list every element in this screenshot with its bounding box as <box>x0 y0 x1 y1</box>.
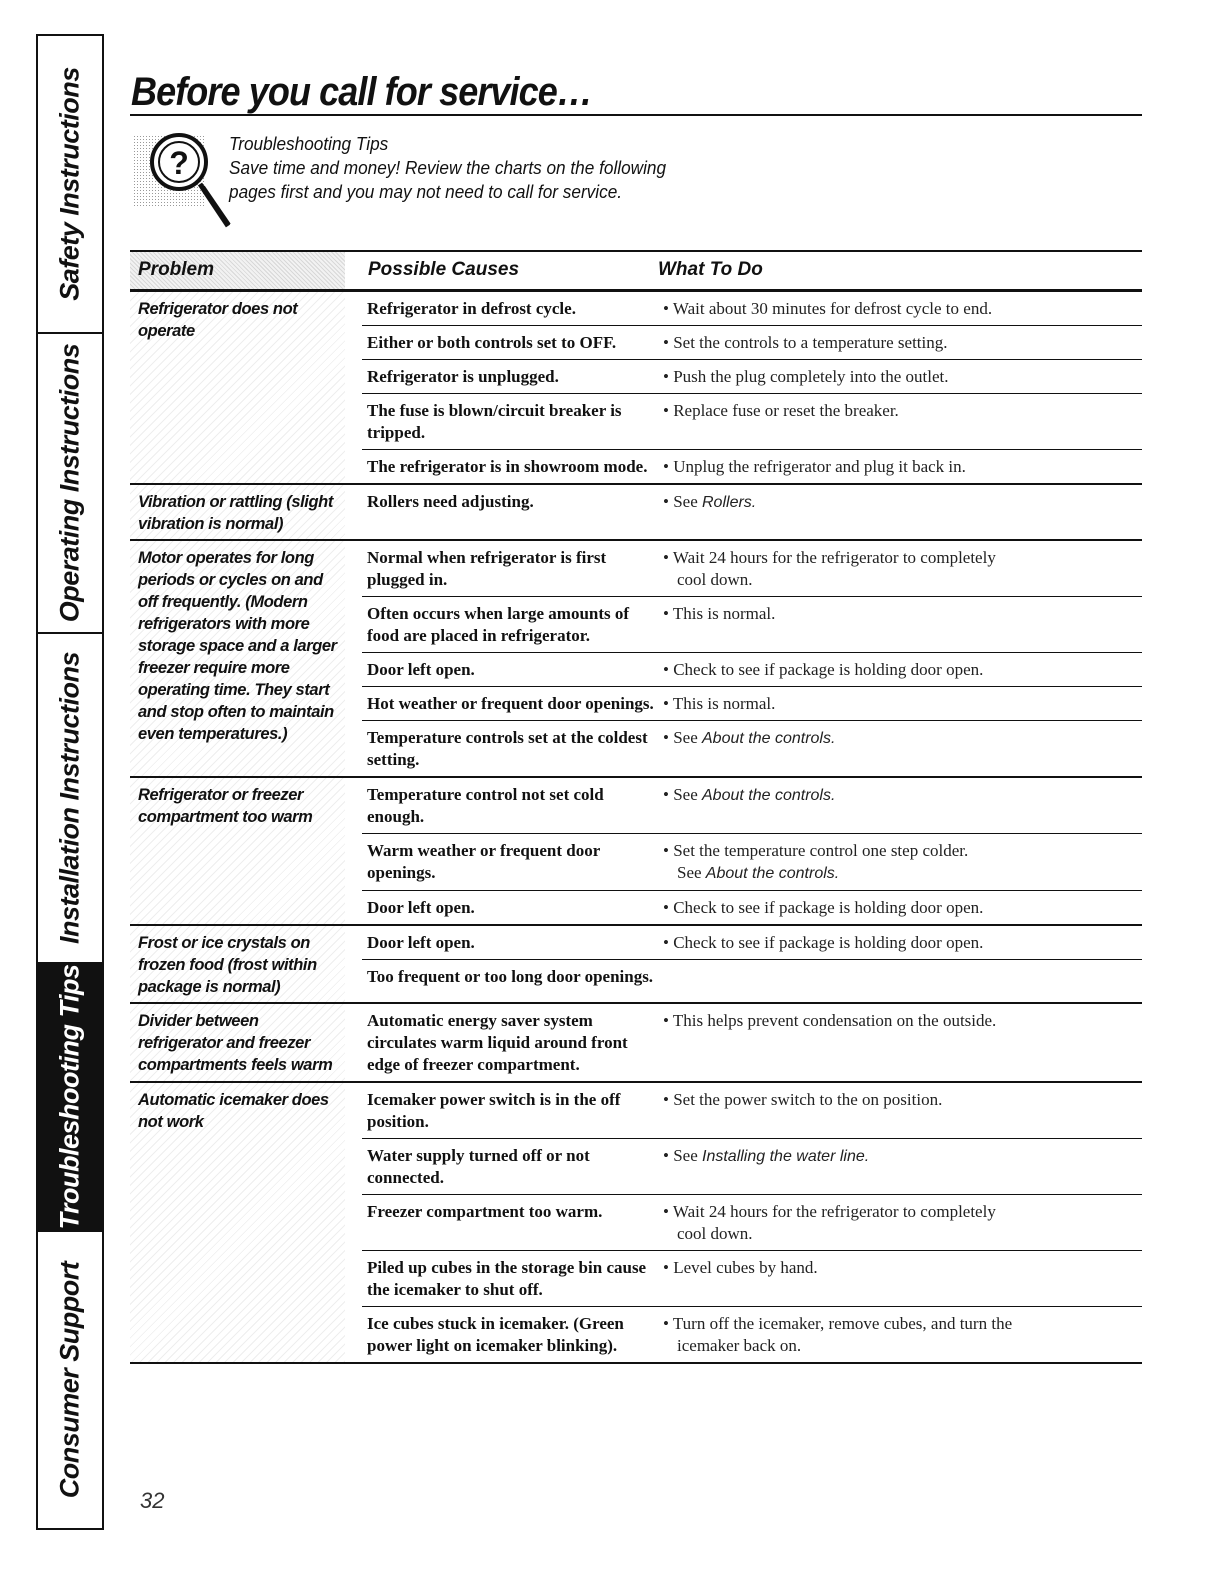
what-to-do <box>657 1201 1142 1245</box>
table-row <box>362 926 1142 960</box>
possible-cause: Hot weather or frequent door openings. <box>367 694 654 713</box>
possible-cause: Temperature control not set cold enough. <box>367 785 604 826</box>
table-row <box>362 450 1142 483</box>
todo-text: • Unplug the refrigerator and plug it back in. <box>663 457 966 476</box>
possible-cause: Either or both controls set to OFF. <box>367 333 617 352</box>
possible-cause: Too frequent or too long door openings. <box>367 967 654 986</box>
tips-heading: Troubleshooting Tips <box>229 133 389 154</box>
what-to-do <box>657 456 1142 478</box>
possible-cause: Normal when refrigerator is first plugged in. <box>367 548 607 589</box>
problem-cell <box>130 1004 345 1081</box>
table-body <box>130 292 1142 1364</box>
possible-cause: Refrigerator in defrost cycle. <box>367 299 576 318</box>
tips-text <box>229 132 699 204</box>
what-to-do <box>657 332 1142 354</box>
table-header <box>130 250 1142 292</box>
possible-cause: Icemaker power switch is in the off position. <box>367 1090 621 1131</box>
todo-text: • Replace fuse or reset the breaker. <box>663 401 899 420</box>
what-to-do <box>657 784 1142 828</box>
possible-cause: Ice cubes stuck in icemaker. (Green power light on icemaker blinking). <box>367 1314 624 1355</box>
problem-cell <box>130 778 345 924</box>
todo-text: • Check to see if package is holding door open. <box>663 933 984 952</box>
svg-text:?: ? <box>169 145 189 181</box>
todo-text: • Check to see if package is holding door open. <box>663 660 984 679</box>
todo-text: • Set the temperature control one step colder. <box>663 841 969 860</box>
what-to-do <box>657 727 1142 771</box>
todo-text-continued: cool down. <box>677 1224 753 1243</box>
problem-group <box>130 1004 1142 1083</box>
todo-reference-link: Rollers. <box>702 494 757 511</box>
side-tab-label: Operating Instructions <box>54 343 85 623</box>
todo-text-continued: cool down. <box>677 570 753 589</box>
what-to-do <box>657 966 1142 988</box>
side-tab-rail <box>36 34 104 1530</box>
problem-cell <box>130 292 345 483</box>
table-row <box>362 960 1142 993</box>
page-title: Before you call for service… <box>131 70 592 114</box>
side-tab-label: Troubleshooting Tips <box>54 964 85 1230</box>
table-row <box>362 541 1142 597</box>
side-tab-troubleshooting-tips[interactable] <box>38 964 102 1232</box>
what-to-do <box>657 547 1142 591</box>
side-tab-safety-instructions[interactable] <box>38 36 102 334</box>
problem-text: Vibration or rattling (slight vibration is normal) <box>138 493 333 533</box>
problem-group <box>130 292 1142 485</box>
table-row <box>362 1139 1142 1195</box>
table-row <box>362 1195 1142 1251</box>
problem-group <box>130 485 1142 541</box>
side-tab-label: Safety Instructions <box>54 67 85 301</box>
todo-text: • Set the power switch to the on position. <box>663 1090 943 1109</box>
possible-cause: Often occurs when large amounts of food are placed in refrigerator. <box>367 604 630 645</box>
problem-group <box>130 541 1142 778</box>
what-to-do <box>657 491 1142 514</box>
what-to-do <box>657 693 1142 715</box>
table-row <box>362 653 1142 687</box>
table-row <box>362 891 1142 924</box>
problem-group <box>130 926 1142 1004</box>
todo-text: • Wait 24 hours for the refrigerator to completely <box>663 548 996 567</box>
todo-text: • See <box>663 728 702 747</box>
possible-cause: Freezer compartment too warm. <box>367 1202 603 1221</box>
side-tab-installation-instructions[interactable] <box>38 634 102 964</box>
column-header-possible-causes: Possible Causes <box>368 259 520 280</box>
problem-cell <box>130 926 345 1002</box>
question-magnifier-icon <box>134 130 232 230</box>
what-to-do <box>657 1145 1142 1189</box>
what-to-do <box>657 366 1142 388</box>
tips-line: pages first and you may not need to call for service. <box>229 181 623 202</box>
possible-cause: Warm weather or frequent door openings. <box>367 841 600 882</box>
possible-cause: Rollers need adjusting. <box>367 492 534 511</box>
todo-text: • Wait 24 hours for the refrigerator to completely <box>663 1202 996 1221</box>
title-divider <box>130 114 1142 116</box>
table-row <box>362 721 1142 776</box>
table-row <box>362 778 1142 834</box>
problem-group <box>130 778 1142 926</box>
todo-text: • This is normal. <box>663 694 776 713</box>
problem-cell <box>130 485 345 539</box>
todo-reference-link: About the controls. <box>705 865 840 882</box>
todo-text: • Check to see if package is holding door open. <box>663 898 984 917</box>
todo-text: • See <box>663 1146 702 1165</box>
todo-reference-link: About the controls. <box>702 787 836 804</box>
problem-text: Refrigerator or freezer compartment too warm <box>138 786 313 826</box>
side-tab-operating-instructions[interactable] <box>38 334 102 634</box>
tips-line: Save time and money! Review the charts on the following <box>229 157 667 178</box>
possible-cause: Door left open. <box>367 898 475 917</box>
possible-cause: Door left open. <box>367 660 475 679</box>
problem-text: Frost or ice crystals on frozen food (frost within package is normal) <box>138 934 317 996</box>
what-to-do <box>657 298 1142 320</box>
table-row <box>362 1307 1142 1362</box>
what-to-do <box>657 659 1142 681</box>
todo-reference-link: About the controls. <box>702 730 836 747</box>
todo-text: • This is normal. <box>663 604 776 623</box>
possible-cause: The refrigerator is in showroom mode. <box>367 457 648 476</box>
table-row <box>362 1251 1142 1307</box>
todo-text-continued: See <box>677 863 706 882</box>
problem-text: Automatic icemaker does not work <box>138 1091 329 1131</box>
table-row <box>362 1004 1142 1081</box>
possible-cause: Temperature controls set at the coldest setting. <box>367 728 648 769</box>
what-to-do <box>657 1089 1142 1133</box>
possible-cause: Water supply turned off or not connected. <box>367 1146 590 1187</box>
todo-text-continued: icemaker back on. <box>677 1336 802 1355</box>
side-tab-consumer-support[interactable] <box>38 1232 102 1528</box>
page-number: 32 <box>140 1488 165 1513</box>
what-to-do <box>657 400 1142 444</box>
possible-cause: Automatic energy saver system circulates warm liquid around front edge of freezer compartment. <box>367 1011 628 1074</box>
table-row <box>362 326 1142 360</box>
table-row <box>362 394 1142 450</box>
todo-text: • See <box>663 492 702 511</box>
table-row <box>362 687 1142 721</box>
table-row <box>362 292 1142 326</box>
problem-text: Divider between refrigerator and freezer compartments feels warm <box>138 1012 333 1074</box>
todo-text: • This helps prevent condensation on the outside. <box>663 1011 997 1030</box>
possible-cause: Door left open. <box>367 933 475 952</box>
what-to-do <box>657 1010 1142 1076</box>
todo-text: • Push the plug completely into the outlet. <box>663 367 949 386</box>
problem-text: Refrigerator does not operate <box>138 300 298 340</box>
todo-text: • Wait about 30 minutes for defrost cycle to end. <box>663 299 993 318</box>
what-to-do <box>657 840 1142 885</box>
problem-text: Motor operates for long periods or cycles on and off frequently. (Modern refrigerators with more storage space and a larger freezer require more operating time. They start and stop often to maintain even temperatures.) <box>138 549 337 743</box>
table-row <box>362 597 1142 653</box>
side-tab-label: Consumer Support <box>54 1261 85 1499</box>
possible-cause: The fuse is blown/circuit breaker is tripped. <box>367 401 622 442</box>
table-row <box>362 834 1142 891</box>
side-tab-label: Installation Instructions <box>54 651 85 945</box>
column-header-problem: Problem <box>130 252 345 289</box>
todo-text: • Set the controls to a temperature setting. <box>663 333 948 352</box>
table-row <box>362 360 1142 394</box>
what-to-do <box>657 603 1142 647</box>
possible-cause: Piled up cubes in the storage bin cause the icemaker to shut off. <box>367 1258 647 1299</box>
what-to-do <box>657 1313 1142 1357</box>
todo-text: • See <box>663 785 702 804</box>
possible-cause: Refrigerator is unplugged. <box>367 367 559 386</box>
what-to-do <box>657 932 1142 954</box>
table-row <box>362 1083 1142 1139</box>
what-to-do <box>657 1257 1142 1301</box>
problem-cell <box>130 541 345 776</box>
table-row <box>362 485 1142 519</box>
what-to-do <box>657 897 1142 919</box>
problem-cell <box>130 1083 345 1362</box>
todo-reference-link: Installing the water line. <box>702 1148 870 1165</box>
problem-group <box>130 1083 1142 1364</box>
todo-text: • Level cubes by hand. <box>663 1258 818 1277</box>
todo-text: • Turn off the icemaker, remove cubes, and turn the <box>663 1314 1013 1333</box>
column-header-what-to-do: What To Do <box>658 259 763 280</box>
troubleshooting-table <box>130 250 1142 1364</box>
